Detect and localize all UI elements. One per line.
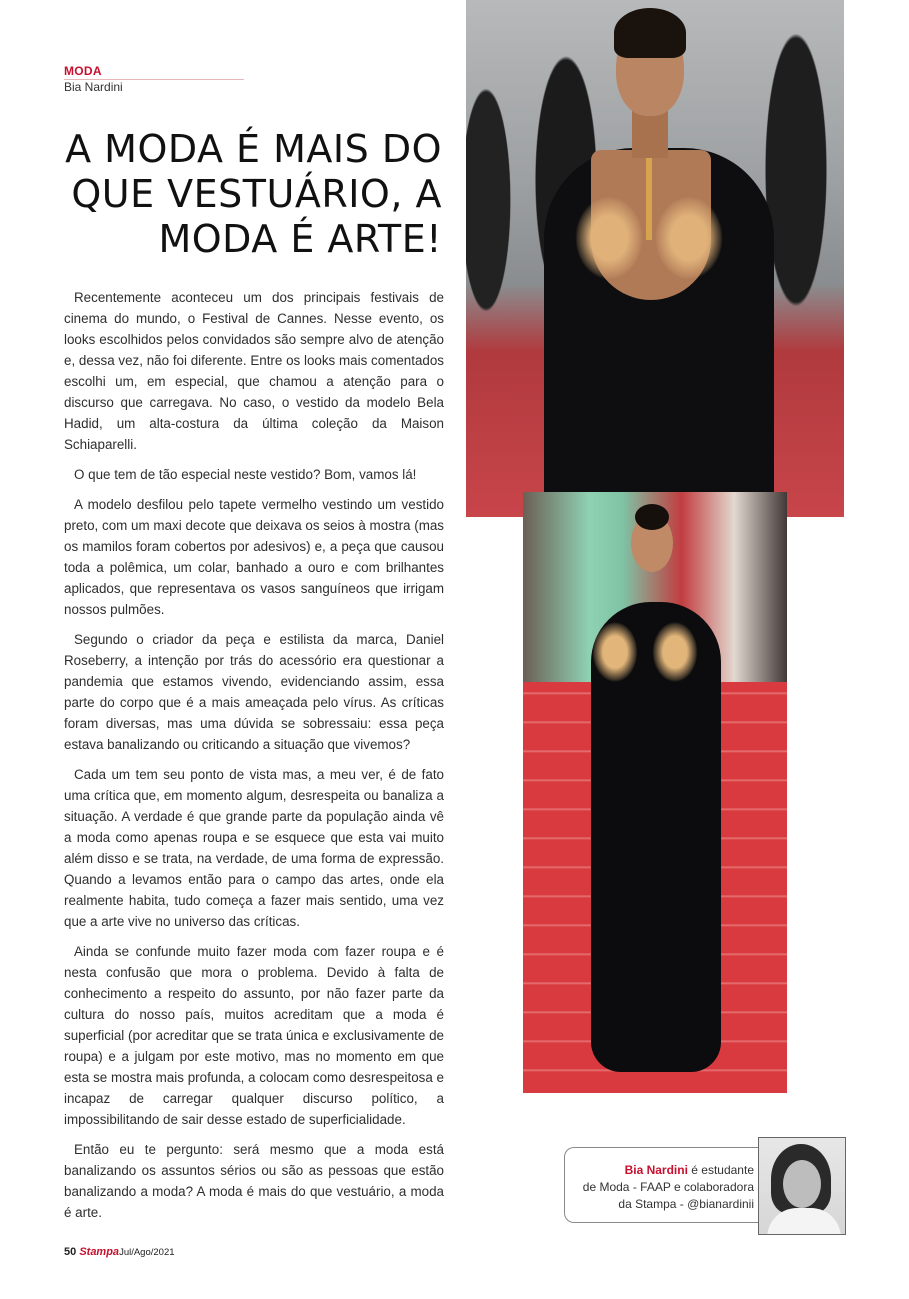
author-box-line3: da Stampa - @bianardinii (618, 1197, 754, 1211)
author-box-line1: é estudante (687, 1163, 754, 1177)
paragraph: Então eu te pergunto: será mesmo que a moda está banalizando os assuntos sérios ou são as pessoas que estão banalizando a moda? A moda é mais do que vestuário, a moda é arte. (64, 1142, 444, 1220)
gold-lung-necklace (587, 610, 703, 690)
red-carpet-photo-closeup (466, 0, 844, 517)
red-carpet-photo-full (523, 492, 787, 1093)
author-byline: Bia Nardini (64, 80, 123, 94)
author-shoulders (767, 1208, 841, 1235)
necklace-chain (646, 150, 652, 240)
author-box-name: Bia Nardini (624, 1163, 688, 1177)
model-hair (635, 504, 669, 530)
paragraph: O que tem de tão especial neste vestido? Bom, vamos lá! (74, 467, 417, 482)
paragraph: Cada um tem seu ponto de vista mas, a meu ver, é de fato uma crítica que, em momento algum, desrespeita ou banaliza a situação. A verdade é que grande parte da população ainda vê a moda como apenas roupa e se esquece que esta vai muito além disso e se trata, na verdade, de uma forma de expressão. Quando a levamos então para o campo das artes, onde ela realmente habita, tudo começa a fazer mais sentido, uma vez que a arte vive no universo das críticas. (64, 767, 444, 929)
paragraph: Ainda se confunde muito fazer moda com fazer roupa e é nesta confusão que mora o problema. Devido à falta de conhecimento a respeito do assunto, por não fazer parte da cultura do nosso país, muitos acreditam que a moda é superficial (por acreditar que se trata única e exclusivamente de roupa) e a julgam por este motivo, mas no momento em que esta se mostra mais profunda, a colocam como desrespeitosa e incapaz de carregar qualquer discurso político, a impossibilitando de sair desse estado de superficialidade. (64, 944, 444, 1127)
issue-date: Jul/Ago/2021 (119, 1247, 175, 1258)
page-number: 50 (64, 1246, 77, 1258)
paragraph: A modelo desfilou pelo tapete vermelho vestindo um vestido preto, com um maxi decote que deixava os seios à mostra (mas os mamilos foram cobertos por adesivos) e, a peça que causou toda a polêmica, um colar, banhado a ouro e com brilhantes aplicados, que representava os vasos sanguíneos que irrigam nossos pulmões. (64, 497, 444, 617)
model-hair (614, 8, 686, 58)
article-headline: A MODA É MAIS DO QUE VESTUÁRIO, A MODA É ARTE! (65, 127, 442, 261)
paragraph: Segundo o criador da peça e estilista da marca, Daniel Roseberry, a intenção por trás do acessório era questionar a pandemia que estamos vivendo, evidenciando assim, essa parte do corpo que é a mais ameaçada pelo vírus. As críticas foram diversas, mas uma dúvida se sobressaiu: essa peça estava banalizando ou criticando a situação que vivemos? (64, 632, 444, 752)
author-info-text (566, 1162, 754, 1213)
section-label: MODA (64, 64, 244, 80)
author-box-line2: de Moda - FAAP e colaboradora (582, 1180, 754, 1194)
magazine-name: Stampa (79, 1246, 120, 1258)
author-face (783, 1160, 821, 1208)
article-body (64, 287, 444, 1232)
author-photo (758, 1137, 846, 1235)
paragraph: Recentemente aconteceu um dos principais festivais de cinema do mundo, o Festival de Cannes. Nesse evento, os looks escolhidos pelos convidados são sempre alvo de atenção e, dessa vez, não foi diferente. Entre os looks mais comentados escolhi um, em especial, que chamou a atenção para o discurso que carregava. No caso, o vestido da modelo Bela Hadid, um alta-costura da última coleção da Maison Schiaparelli. (64, 290, 444, 452)
page-footer (64, 1246, 175, 1258)
